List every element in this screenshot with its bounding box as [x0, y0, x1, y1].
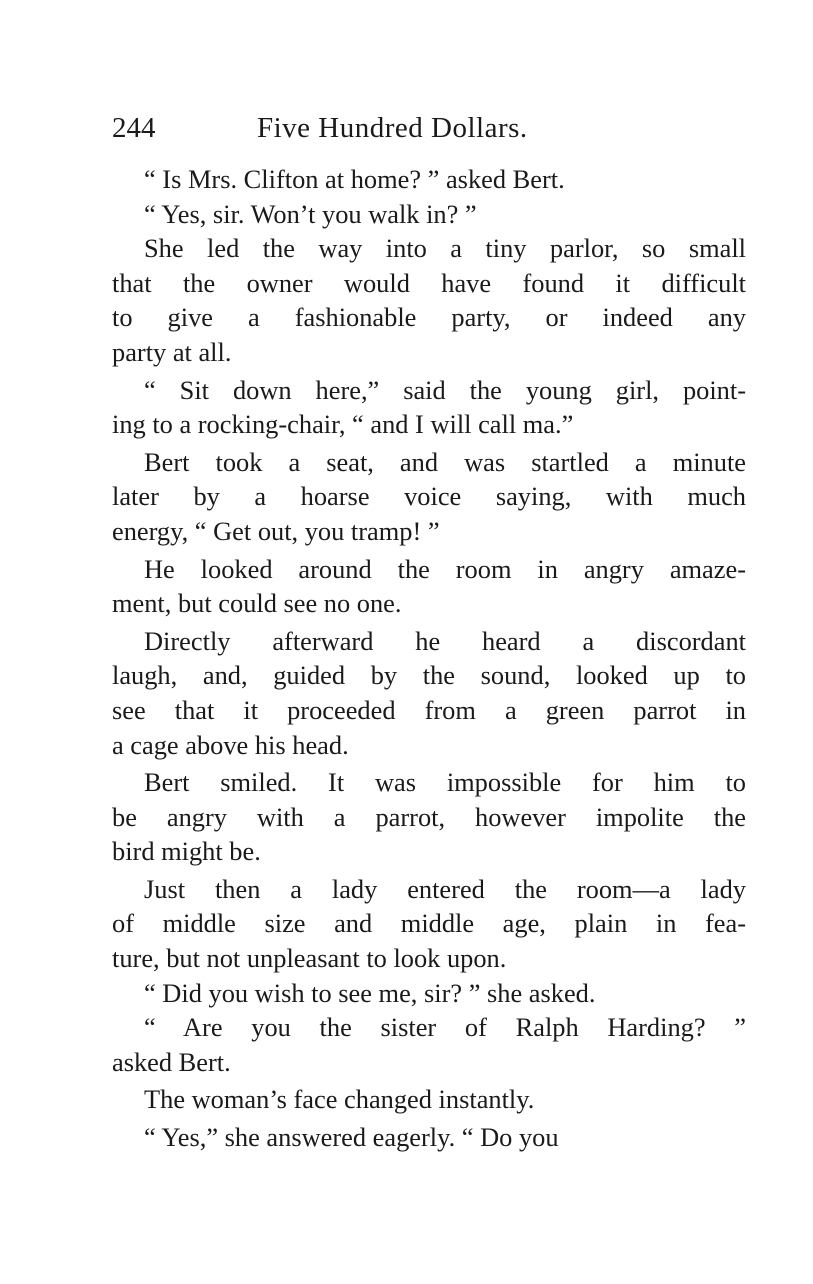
text-line: “ Yes, sir. Won’t you walk in? ” [144, 198, 477, 229]
paragraph [112, 197, 746, 232]
paragraph [112, 1082, 746, 1117]
text-line: later by a hoarse voice saying, with much [112, 481, 746, 512]
paragraph [112, 445, 746, 549]
text-line: bird might be. [112, 836, 261, 867]
text-line: party at all. [112, 336, 232, 367]
text-line: ment, but could see no one. [112, 588, 402, 619]
paragraph [112, 1010, 746, 1079]
paragraph [112, 976, 746, 1011]
text-line: ture, but not unpleasant to look upon. [112, 943, 507, 974]
text-line: “ Are you the sister of Ralph Harding? ” [144, 1012, 746, 1043]
text-line: laugh, and, guided by the sound, looked up to [112, 660, 746, 691]
text-line: be angry with a parrot, however impolite the [112, 801, 746, 832]
paragraph [112, 373, 746, 442]
text-line: “ Did you wish to see me, sir? ” she asked. [144, 977, 596, 1008]
text-line: Directly afterward he heard a discordant [144, 625, 746, 656]
text-line: Bert took a seat, and was startled a minute [144, 446, 746, 477]
book-page [112, 112, 746, 1155]
text-line: ing to a rocking-chair, “ and I will call ma.” [112, 409, 574, 440]
paragraph [112, 1120, 746, 1155]
text-line: energy, “ Get out, you tramp! ” [112, 515, 440, 546]
paragraph [112, 552, 746, 621]
text-line: He looked around the room in angry amaze- [144, 553, 746, 584]
text-line: see that it proceeded from a green parrot in [112, 694, 746, 725]
text-line: to give a fashionable party, or indeed any [112, 302, 746, 333]
text-line: that the owner would have found it difficult [112, 267, 746, 298]
paragraph [112, 231, 746, 369]
page-number: 244 [112, 112, 156, 144]
page-header [112, 112, 746, 152]
text-line: a cage above his head. [112, 729, 349, 760]
body-text [112, 162, 746, 1155]
text-line: of middle size and middle age, plain in fea- [112, 908, 746, 939]
text-line: Just then a lady entered the room—a lady [144, 873, 746, 904]
text-line: She led the way into a tiny parlor, so small [144, 233, 746, 264]
text-line: asked Bert. [112, 1046, 231, 1077]
text-line: “ Is Mrs. Clifton at home? ” asked Bert. [144, 164, 565, 194]
paragraph [112, 624, 746, 762]
paragraph [112, 765, 746, 869]
paragraph [112, 162, 746, 197]
running-title: Five Hundred Dollars. [257, 112, 528, 144]
text-line: “ Yes,” she answered eagerly. “ Do you [144, 1122, 559, 1153]
text-line: “ Sit down here,” said the young girl, point- [144, 374, 746, 405]
text-line: The woman’s face changed instantly. [144, 1084, 535, 1115]
paragraph [112, 872, 746, 976]
text-line: Bert smiled. It was impossible for him to [144, 767, 746, 798]
